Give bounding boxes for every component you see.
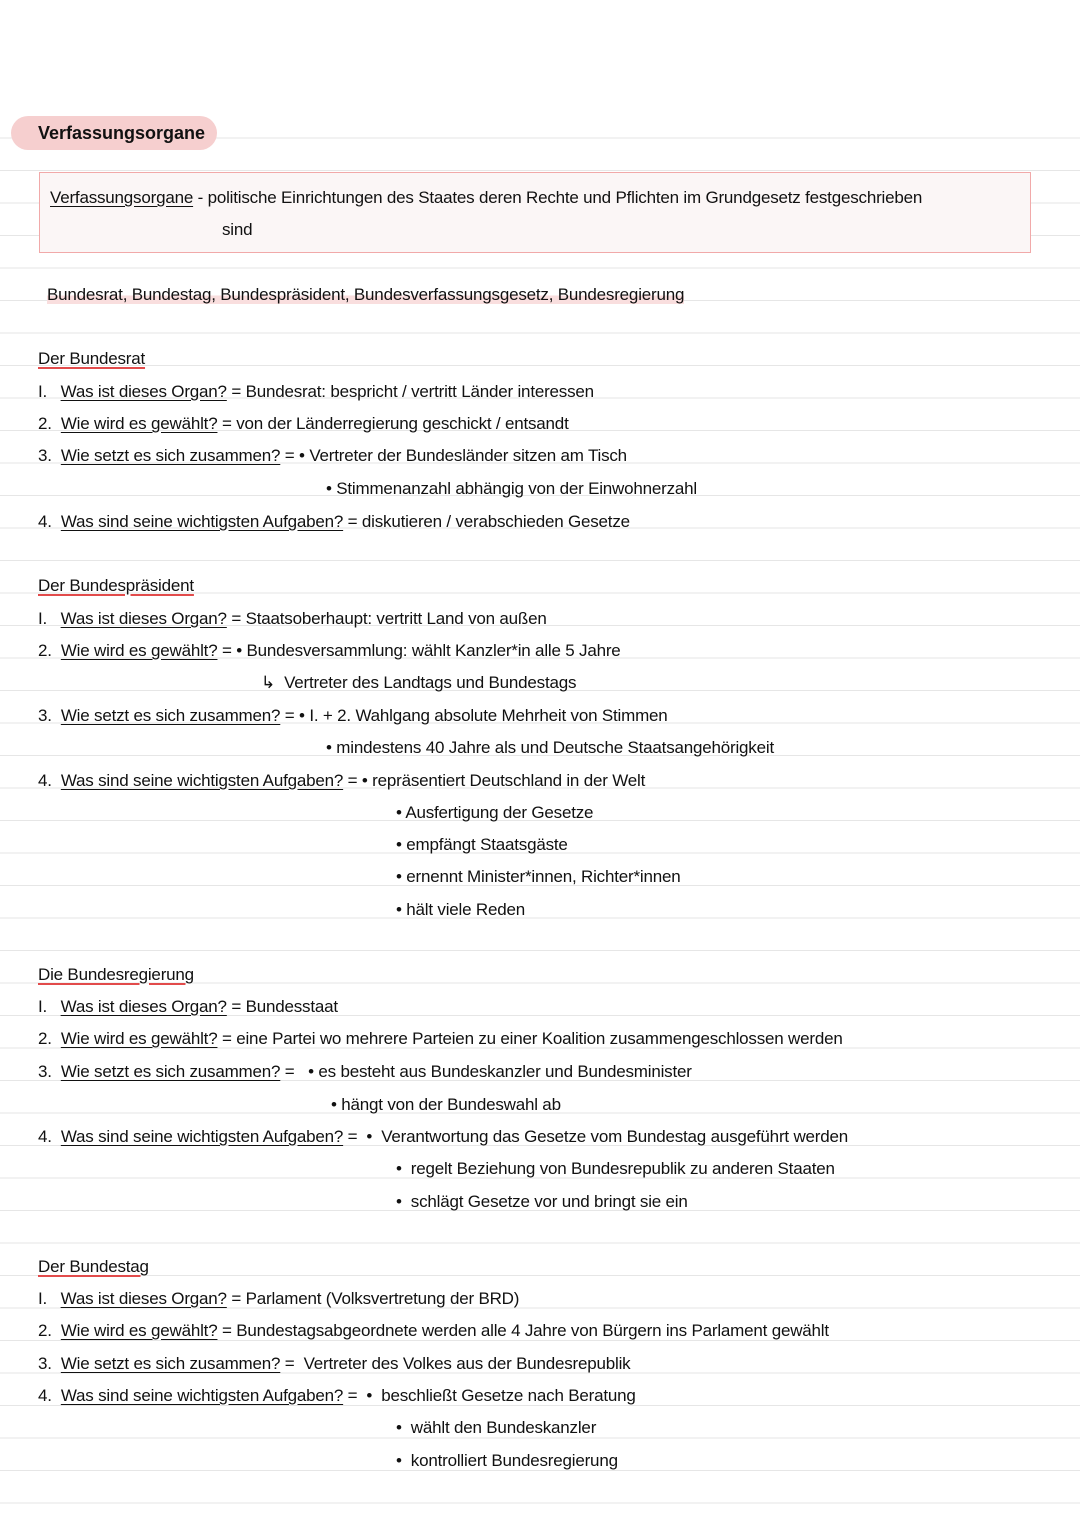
- bundesrat-q2: 2. Wie wird es gewählt? = von der Länderregierung geschickt / entsandt: [38, 414, 569, 433]
- bundestag-q4: 4. Was sind seine wichtigsten Aufgaben? = • beschließt Gesetze nach Beratung: [38, 1386, 636, 1405]
- regierung-q1: I. Was ist dieses Organ? = Bundesstaat: [38, 997, 338, 1016]
- definition-text: - politische Einrichtungen des Staates deren Rechte und Pflichten im Grundgesetz festgeschrieben: [193, 188, 923, 207]
- praesident-q1: I. Was ist dieses Organ? = Staatsoberhaupt: vertritt Land von außen: [38, 609, 547, 628]
- praesident-a2b: ↳ Vertreter des Landtags und Bundestags: [261, 673, 577, 692]
- section-heading-bundesregierung: Die Bundesregierung: [38, 965, 194, 984]
- definition-box: [39, 172, 1031, 253]
- regierung-q3: 3. Wie setzt es sich zusammen? = • es besteht aus Bundeskanzler und Bundesminister: [38, 1062, 692, 1081]
- regierung-task-3: • schlägt Gesetze vor und bringt sie ein: [396, 1192, 688, 1211]
- title-pill: [11, 116, 217, 150]
- praesident-q3: 3. Wie setzt es sich zusammen? = • I. + 2. Wahlgang absolute Mehrheit von Stimmen: [38, 706, 668, 725]
- section-heading-bundesrat: Der Bundesrat: [38, 349, 146, 368]
- bundesrat-a3b: • Stimmenanzahl abhängig von der Einwohnerzahl: [326, 479, 697, 498]
- section-heading-bundespraesident: Der Bundespräsident: [38, 576, 194, 595]
- praesident-task-2: • empfängt Staatsgäste: [396, 835, 568, 854]
- praesident-task-4: • hält viele Reden: [396, 900, 525, 919]
- definition-line: [50, 188, 922, 208]
- regierung-q2: 2. Wie wird es gewählt? = eine Partei wo mehrere Parteien zu einer Koalition zusammengeschlossen werden: [38, 1029, 843, 1048]
- bundestag-task-3: • kontrolliert Bundesregierung: [396, 1451, 618, 1470]
- bundestag-q3: 3. Wie setzt es sich zusammen? = Vertreter des Volkes aus der Bundesrepublik: [38, 1354, 631, 1373]
- bundesrat-q4: 4. Was sind seine wichtigsten Aufgaben? = diskutieren / verabschieden Gesetze: [38, 512, 630, 531]
- praesident-task-1: • Ausfertigung der Gesetze: [396, 803, 594, 822]
- bundestag-q2: 2. Wie wird es gewählt? = Bundestagsabgeordnete werden alle 4 Jahre von Bürgern ins Parlament gewählt: [38, 1321, 829, 1340]
- bundestag-q1: I. Was ist dieses Organ? = Parlament (Volksvertretung der BRD): [38, 1289, 520, 1308]
- bundesrat-q1: I. Was ist dieses Organ? = Bundesrat: bespricht / vertritt Länder interessen: [38, 382, 594, 401]
- page-top-margin: [0, 0, 1080, 106]
- praesident-task-3: • ernennt Minister*innen, Richter*innen: [396, 867, 681, 886]
- praesident-q4: 4. Was sind seine wichtigsten Aufgaben? = • repräsentiert Deutschland in der Welt: [38, 771, 646, 790]
- regierung-a3b: • hängt von der Bundeswahl ab: [331, 1095, 561, 1114]
- bundesrat-q3: 3. Wie setzt es sich zusammen? = • Vertreter der Bundesländer sitzen am Tisch: [38, 446, 627, 465]
- arrow-return-icon: ↳: [261, 673, 276, 692]
- definition-term: Verfassungsorgane: [50, 188, 194, 207]
- regierung-q4: 4. Was sind seine wichtigsten Aufgaben? = • Verantwortung das Gesetze vom Bundestag ausgeführt werden: [38, 1127, 849, 1146]
- page-title: Verfassungsorgane: [38, 123, 206, 143]
- section-heading-bundestag: Der Bundestag: [38, 1257, 149, 1276]
- definition-text-cont: sind: [222, 220, 253, 239]
- bundestag-task-2: • wählt den Bundeskanzler: [396, 1418, 597, 1437]
- praesident-a3b: • mindestens 40 Jahre als und Deutsche Staatsangehörigkeit: [326, 738, 774, 757]
- regierung-task-2: • regelt Beziehung von Bundesrepublik zu anderen Staaten: [396, 1159, 835, 1178]
- organs-list: Bundesrat, Bundestag, Bundespräsident, Bundesverfassungsgesetz, Bundesregierung: [47, 285, 685, 304]
- praesident-q2: 2. Wie wird es gewählt? = • Bundesversammlung: wählt Kanzler*in alle 5 Jahre: [38, 641, 621, 660]
